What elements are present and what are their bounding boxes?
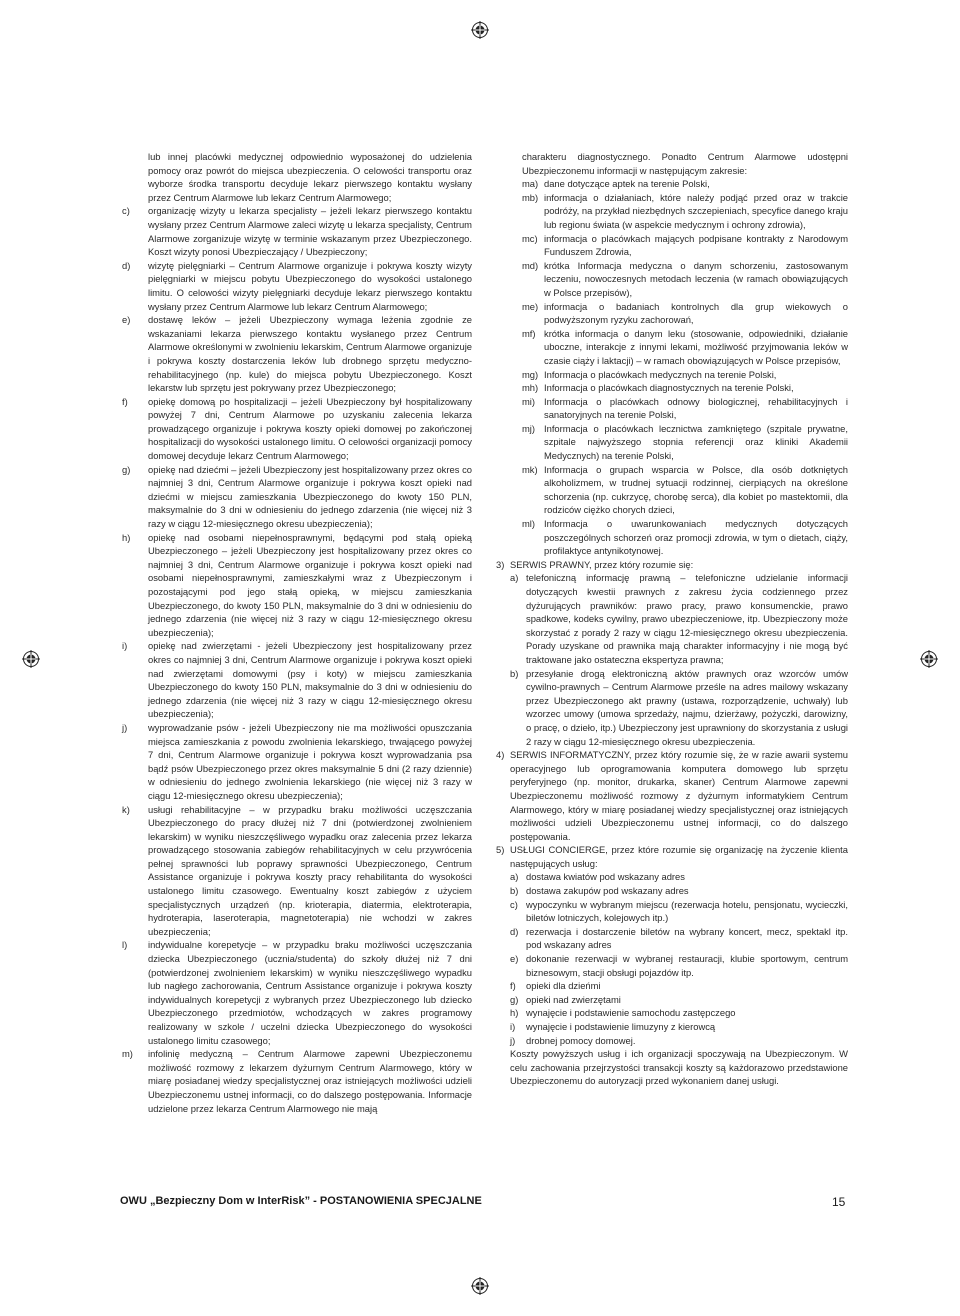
sub-list-item-label: mf)	[522, 327, 536, 339]
left-intro-paragraph: lub innej placówki medycznej odpowiednio wyposażonej do udzielenia pomocy oraz powrót do miejsca ubezpieczenia. O celowości transportu oraz wyborze środka transportu decyduje lekarz pierwszego kontaktu wysłany przez Centrum Alarmowe lub lekarz Centrum Alarmowego;	[148, 151, 472, 203]
list-item-text: wynajęcie i podstawienie samochodu zastępczego	[526, 1007, 736, 1019]
list-item	[510, 1006, 848, 1020]
list-item-label: h)	[122, 531, 131, 543]
list-item-text: opieki dla dzieńmi	[526, 980, 601, 992]
list-item-label: j)	[510, 1034, 516, 1046]
list-item-text: wyprowadzanie psów - jeżeli Ubezpieczony nie ma możliwości opuszczania miejsca zamieszkania z powodu zwolnienia lekarskiego, trwającego powyżej 7 dni, Centrum Alarmowe organizuje i pokrywa koszt wyprowadzania psa bądź psów Ubezpieczonego przez okres maksymalnie 5 dni (2 razy dziennie) w odniesieniu do jednego zwolnienia lekarskiego (nie więcej niż 3 razy w ciągu 12-miesięcznego okresu ubezpieczenia);	[148, 721, 472, 801]
list-item	[510, 952, 848, 979]
list-item-label: b)	[510, 885, 519, 897]
sub-list-item-text: krótka informacja o danym leku (stosowanie, odpowiedniki, działanie uboczne, interakcje z innymi lekami, możliwość przyjmowania leków w czasie ciąży i laktacji) – w ramach obowiązujących w Polsce przepisów,	[544, 327, 848, 366]
list-item	[122, 204, 472, 258]
list-item-label: e)	[510, 953, 519, 965]
section-serwis-prawny-list	[496, 571, 848, 748]
list-item-label: i)	[122, 640, 128, 652]
sub-list-item-label: mk)	[522, 463, 538, 475]
list-item-text: drobnej pomocy domowej.	[526, 1034, 636, 1046]
sub-list-item-label: mb)	[522, 191, 539, 203]
list-item	[122, 803, 472, 939]
list-item-text: opiekę nad dziećmi – jeżeli Ubezpieczony jest hospitalizowany przez okres co najmniej 3 dni, Centrum Alarmowe organizuje i pokrywa koszt opieki nad dziećmi w miejscu zamieszkania Ubezpieczonego do kwoty 150 PLN, maksymalnie do 3 dni w odniesieniu do jednego zdarzenia (nie więcej niż 3 razy w ciągu 12-miesięcznego okresu ubezpieczenia);	[148, 463, 472, 530]
list-item	[510, 898, 848, 925]
list-item	[510, 979, 848, 993]
registration-mark-icon	[471, 1277, 489, 1295]
list-item	[122, 1047, 472, 1115]
list-item-label: k)	[122, 803, 130, 815]
list-item-text: opiekę nad zwierzętami - jeżeli Ubezpieczony jest hospitalizowany przez okres co najmniej 3 dni, Centrum Alarmowe organizuje i pokrywa koszt opieki nad zwierzętami domowymi (psy i koty) w miejscu zamieszkania Ubezpieczonego do kwoty 150 PLN, maksymalnie do 3 dni w odniesieniu do jednego zdarzenia (nie więcej niż 3 razy w ciągu 12-miesięcznego okresu ubezpieczenia);	[148, 640, 472, 720]
section-serwis-prawny	[496, 558, 848, 572]
sub-list-item	[496, 177, 848, 191]
sub-list-item-text: Informacja o placówkach lecznictwa zamkniętego (szpitale prywatne, szpitale najwyższego stopnia referencji oraz kliniki Akademii Medycznych) na terenie Polski,	[544, 422, 848, 462]
list-item-label: c)	[510, 898, 518, 910]
list-item-label: d)	[510, 925, 519, 937]
list-item	[510, 1020, 848, 1034]
sub-list-item-label: mj)	[522, 422, 536, 434]
list-item-text: indywidualne korepetycje – w przypadku braku możliwości uczęszczania dziecka Ubezpieczonego (ucznia/studenta) do szkoły dłużej niż 7 dni (potwierdzonej zwolnieniem lekarskim) w wyniku nieszczęśliwego wypadku lub nagłego zachorowania, Centrum Assistance organizuje i pokrywa koszty indywidualnych korepetycji z wybranych przez Ubezpieczonego lub dziecko Ubezpieczonego przedmiotów, wchodzących w zakres programowy realizowany w szkole / uczelni dziecka Ubezpieczonego do wysokości ustalonego limitu czasowego;	[148, 939, 472, 1046]
sub-list-item	[496, 191, 848, 232]
list-item-label: i)	[510, 1021, 516, 1032]
sub-list-item-label: ma)	[522, 178, 539, 190]
right-text-column	[496, 150, 848, 1088]
section-number: 3)	[496, 558, 505, 570]
list-item-text: dostawa kwiatów pod wskazany adres	[526, 871, 685, 883]
sub-list-item	[496, 368, 848, 382]
list-item	[122, 463, 472, 531]
sub-list-item-label: mc)	[522, 232, 538, 244]
sub-list-item	[496, 381, 848, 395]
sub-list-item-text: Informacja o placówkach diagnostycznych na terenie Polski,	[544, 382, 794, 394]
sub-list-item-text: Informacja o placówkach medycznych na terenie Polski,	[544, 368, 777, 380]
section-number: 5)	[496, 844, 505, 856]
list-item	[122, 259, 472, 313]
section-title: USŁUGI CONCIERGE, przez które rozumie się organizację na życzenie klienta następujących usług:	[510, 844, 848, 869]
list-item-label: h)	[510, 1007, 519, 1019]
sub-list-item-text: informacja o badaniach kontrolnych dla grup wiekowych o podwyższonym ryzyku zachorowań,	[544, 300, 848, 326]
sub-list-item	[496, 463, 848, 517]
list-item-label: g)	[122, 463, 131, 475]
sub-list-item	[496, 517, 848, 558]
section-serwis-informatyczny	[496, 748, 848, 843]
list-item-text: dostawa zakupów pod wskazany adres	[526, 885, 689, 897]
list-item-label: m)	[122, 1048, 133, 1060]
list-item-text: wynajęcie i podstawienie limuzyny z kierowcą	[526, 1021, 716, 1032]
list-item	[510, 667, 848, 749]
page-number: 15	[832, 1195, 846, 1209]
list-item-text: infolinię medyczną – Centrum Alarmowe zapewni Ubezpieczonemu możliwość rozmowy z lekarzem dyżurnym Centrum Alarmowego, który w miarę posiadanej wiedzy specjalistycznej oraz istniejących możliwości udzieli Ubezpieczonemu ustnej informacji, co do dalszego postępowania. Informacje udzielone przez lekarza Centrum Alarmowego nie mają	[148, 1048, 472, 1114]
list-item	[122, 395, 472, 463]
registration-mark-icon	[471, 21, 489, 39]
list-item	[510, 870, 848, 884]
list-item-text: dostawę leków – jeżeli Ubezpieczony wymaga leżenia zgodnie ze wskazaniami lekarza pierwszego kontaktu wysłanego przez Centrum Alarmowe określonymi w zwolnieniu lekarskim, Centrum Alarmowe organizuje i pokrywa koszty dostarczenia leków lub drobnego sprzętu medyczno-rehabilitacyjnego (np. kule) do miejsca pobytu Ubezpieczonego. Koszt lekarstw lub sprzętu jest pokrywany przez Ubezpieczonego;	[148, 314, 472, 394]
sub-list-item-label: ml)	[522, 518, 536, 530]
list-item-label: c)	[122, 205, 130, 217]
list-item	[510, 884, 848, 898]
list-item	[510, 1034, 848, 1048]
sub-list-item-text: krótka Informacja medyczna o danym schorzeniu, zastosowanym leczeniu, nowoczesnych metodach leczenia (w ramach obowiązujących w Polsce przepisów),	[544, 259, 848, 298]
sub-list-item-text: Informacja o grupach wsparcia w Polsce, dla osób dotkniętych alkoholizmem, w trudnej sytuacji rodzinnej, cierpiących na określone schorzenia (np. cukrzycę, chorobę serca), dla kobiet po mastektomii, dla rodziców ciężko chorych dzieci,	[544, 463, 848, 516]
sub-list-item	[496, 327, 848, 368]
section-uslugi-concierge-list	[496, 870, 848, 1047]
sub-list-item-text: Informacja o uwarunkowaniach medycznych dotyczących poszczególnych schorzeń oraz promocji zdrowia, w tym o dietach, ciąży, profilaktyce antynikotynowej.	[544, 518, 848, 557]
left-text-column	[122, 150, 472, 1115]
list-item-text: wypoczynku w wybranym miejscu (rezerwacja hotelu, pensjonatu, wycieczki, biletów lotniczych, kolejowych itp.)	[526, 898, 848, 924]
list-item-text: telefoniczną informację prawną – telefoniczne udzielanie informacji dotyczących kwestii prawnych z zakresu życia codziennego przez dyżurujących prawników: prawo pracy, prawo konsumenckie, prawo spadkowe, kodeks cywilny, prawo ubezpieczeniowe, itp. Ubezpieczony może skorzystać z porady 2 razy w ciągu 12-miesięcznego okresu ubezpieczenia. Porady uzyskane od prawnika mają charakter informacyjny i nie mogą być traktowane jako ostateczna ekspertyza prawna;	[526, 572, 848, 665]
registration-mark-icon	[920, 650, 938, 668]
list-item-label: e)	[122, 314, 131, 326]
section-title: SERWIS INFORMATYCZNY, przez który rozumie się, że w razie awarii systemu operacyjnego lub oprogramowania komputera domowego lub sprzętu peryferyjnego (np. monitor, drukarka, skaner) Centrum Alarmowe zapewni Ubezpieczonemu możliwość rozmowy z dyżurnym informatykiem Centrum Alarmowego, który w miarę posiadanej wiedzy specjalistycznej oraz istniejących możliwości udzieli Ubezpieczonemu ustnej informacji, co do dalszego postępowania.	[510, 749, 848, 842]
sub-list-item-text: informacja o placówkach mających podpisane kontrakty z Narodowym Funduszem Zdrowia,	[544, 232, 848, 258]
footer-document-title: OWU „Bezpieczny Dom w InterRisk” - POSTANOWIENIA SPECJALNE	[120, 1195, 482, 1207]
list-item-text: opiekę domową po hospitalizacji – jeżeli Ubezpieczony był hospitalizowany powyżej 7 dni, Centrum Alarmowe po uzyskaniu zalecenia lekarza prowadzącego organizuje i pokrywa koszty opieki domowej po zakończonej hospitalizacji do wysokości ustalonego limitu. O celowości organizacji pomocy domowej decyduje lekarz Centrum Alarmowego;	[148, 395, 472, 462]
list-item	[122, 721, 472, 803]
sub-list-item	[496, 232, 848, 259]
sub-list-item	[496, 259, 848, 300]
section-uslugi-concierge	[496, 843, 848, 870]
right-intro-paragraph: charakteru diagnostycznego. Ponadto Centrum Alarmowe udostępni Ubezpieczonemu informacji w następującym zakresie:	[522, 151, 848, 176]
list-item-text: opiekę nad osobami niepełnosprawnymi, będącymi pod stałą opieką Ubezpieczonego – jeżeli Ubezpieczony jest hospitalizowany przez okres co najmniej 3 dni, Centrum Alarmowe organizuje i pokrywa koszt opieki nad osobami niepełnosprawnymi, zamieszkałymi wraz z Ubezpieczonym i pozostającymi pod jego stałą opieką, w miejscu zamieszkania Ubezpieczonego, do kwoty 150 PLN, maksymalnie do 3 dni w odniesieniu do jednego zdarzenia (nie więcej niż 3 razy w ciągu 12-miesięcznego okresu ubezpieczenia);	[148, 531, 472, 638]
list-item-label: a)	[510, 572, 519, 584]
list-item-label: f)	[122, 395, 128, 407]
sub-list-item-label: mh)	[522, 382, 539, 394]
registration-mark-icon	[22, 650, 40, 668]
list-item-text: rezerwacja i dostarczenie biletów na wybrany koncert, mecz, spektakl itp. pod wskazany adres	[526, 925, 848, 951]
sub-list-item-text: Informacja o placówkach odnowy biologicznej, rehabilitacyjnych i sanatoryjnych na terenie Polski,	[544, 395, 848, 421]
list-item-text: wizytę pielęgniarki – Centrum Alarmowe organizuje i pokrywa koszty wizyty pielęgniarki w miejscu pobytu Ubezpieczonego do wysokości ustalonego limitu. O celowości wizyty pielęgniarki decyduje lekarz pierwszego kontaktu wysłany przez Centrum Alarmowe lub lekarz Centrum Alarmowego;	[148, 259, 472, 312]
list-item	[122, 313, 472, 395]
section-number: 4)	[496, 749, 505, 761]
sub-list-item	[496, 395, 848, 422]
list-item-text: przesyłanie drogą elektroniczną aktów prawnych oraz wzorców umów cywilno-prawnych – Centrum Alarmowe prześle na adres mailowy wskazany przez Ubezpieczonego akt prawny (ustawa, rozporządzenie, uchwały) lub wzorzec umowy (umowa sprzedaży, najmu, dzierżawy, pożyczki, darowizny, o pracę, o dzieło, itp.) Ubezpieczony jest uprawniony do skorzystania z usługi 2 razy w ciągu 12-miesięcznego okresu ubezpieczenia.	[526, 667, 848, 747]
sub-list-item	[496, 300, 848, 327]
sub-list-item	[496, 422, 848, 463]
list-item	[510, 571, 848, 666]
sub-list-item-text: dane dotyczące aptek na terenie Polski,	[544, 178, 710, 190]
list-item-text: opieki nad zwierzętami	[526, 993, 621, 1005]
list-item	[122, 639, 472, 721]
list-item	[122, 531, 472, 640]
sub-list-item-label: mg)	[522, 368, 539, 380]
list-item-label: f)	[510, 980, 516, 992]
section-title: SERWIS PRAWNY, przez który rozumie się:	[510, 558, 694, 570]
list-item-label: g)	[510, 993, 519, 1005]
sub-list-item-label: md)	[522, 259, 539, 271]
list-item-label: a)	[510, 871, 519, 883]
list-item-label: l)	[122, 939, 128, 951]
list-item	[510, 993, 848, 1007]
list-item-label: d)	[122, 259, 131, 271]
list-item	[122, 938, 472, 1047]
sub-list-item-label: me)	[522, 300, 539, 312]
list-item-text: usługi rehabilitacyjne – w przypadku braku możliwości uczęszczania Ubezpieczonego do pracy dłużej niż 7 dni (potwierdzonej zwolnieniem lekarskim) w wyniku nieszczęśliwego wypadku oraz zalecenia przez lekarza prowadzącego stosowania zabiegów rehabilitacyjnych w celu przywrócenia pełnej sprawności lub poprawy sprawności Ubezpieczonego, Centrum Assistance organizuje i pokrywa koszty pracy rehabilitanta do wysokości ustalonego limitu czasowego. Ewentualny koszt zabiegów z użyciem specjalistycznych urządzeń (np. krioterapia, diatermia, elektroterapia, hydroterapia, laseroterapia, magnetoterapia) nie wchodzi w zakres ubezpieczenia;	[148, 803, 472, 937]
list-item-label: j)	[122, 721, 128, 733]
list-item-label: b)	[510, 667, 519, 679]
sub-list-item-label: mi)	[522, 395, 536, 407]
list-item	[510, 925, 848, 952]
list-item-text: organizację wizyty u lekarza specjalisty – jeżeli lekarz pierwszego kontaktu wysłany przez Centrum Alarmowe zaleci wizytę u lekarza specjalisty, Centrum Alarmowe zorganizuje wizytę w terminie wskazanym przez Ubezpieczonego. Koszt wizyty ponosi Ubezpieczający / Ubezpieczony;	[148, 205, 472, 258]
sub-list-item-text: informacja o działaniach, które należy podjąć przed oraz w trakcie podróży, na przykład niezbędnych szczepieniach, specyfice danego kraju lub regionu świata (w aspekcie medycznym i ochrony zdrowia),	[544, 191, 848, 230]
concierge-closing-paragraph: Koszty powyższych usług i ich organizacji spoczywają na Ubezpieczonym. W celu zachowania przejrzystości transakcji koszty są każdorazowo przedstawione Ubezpieczonemu do autoryzacji przed wykonaniem danej usługi.	[510, 1048, 848, 1087]
list-item-text: dokonanie rezerwacji w wybranej restauracji, klubie sportowym, centrum biznesowym, stacji obsługi pojazdów itp.	[526, 953, 848, 978]
